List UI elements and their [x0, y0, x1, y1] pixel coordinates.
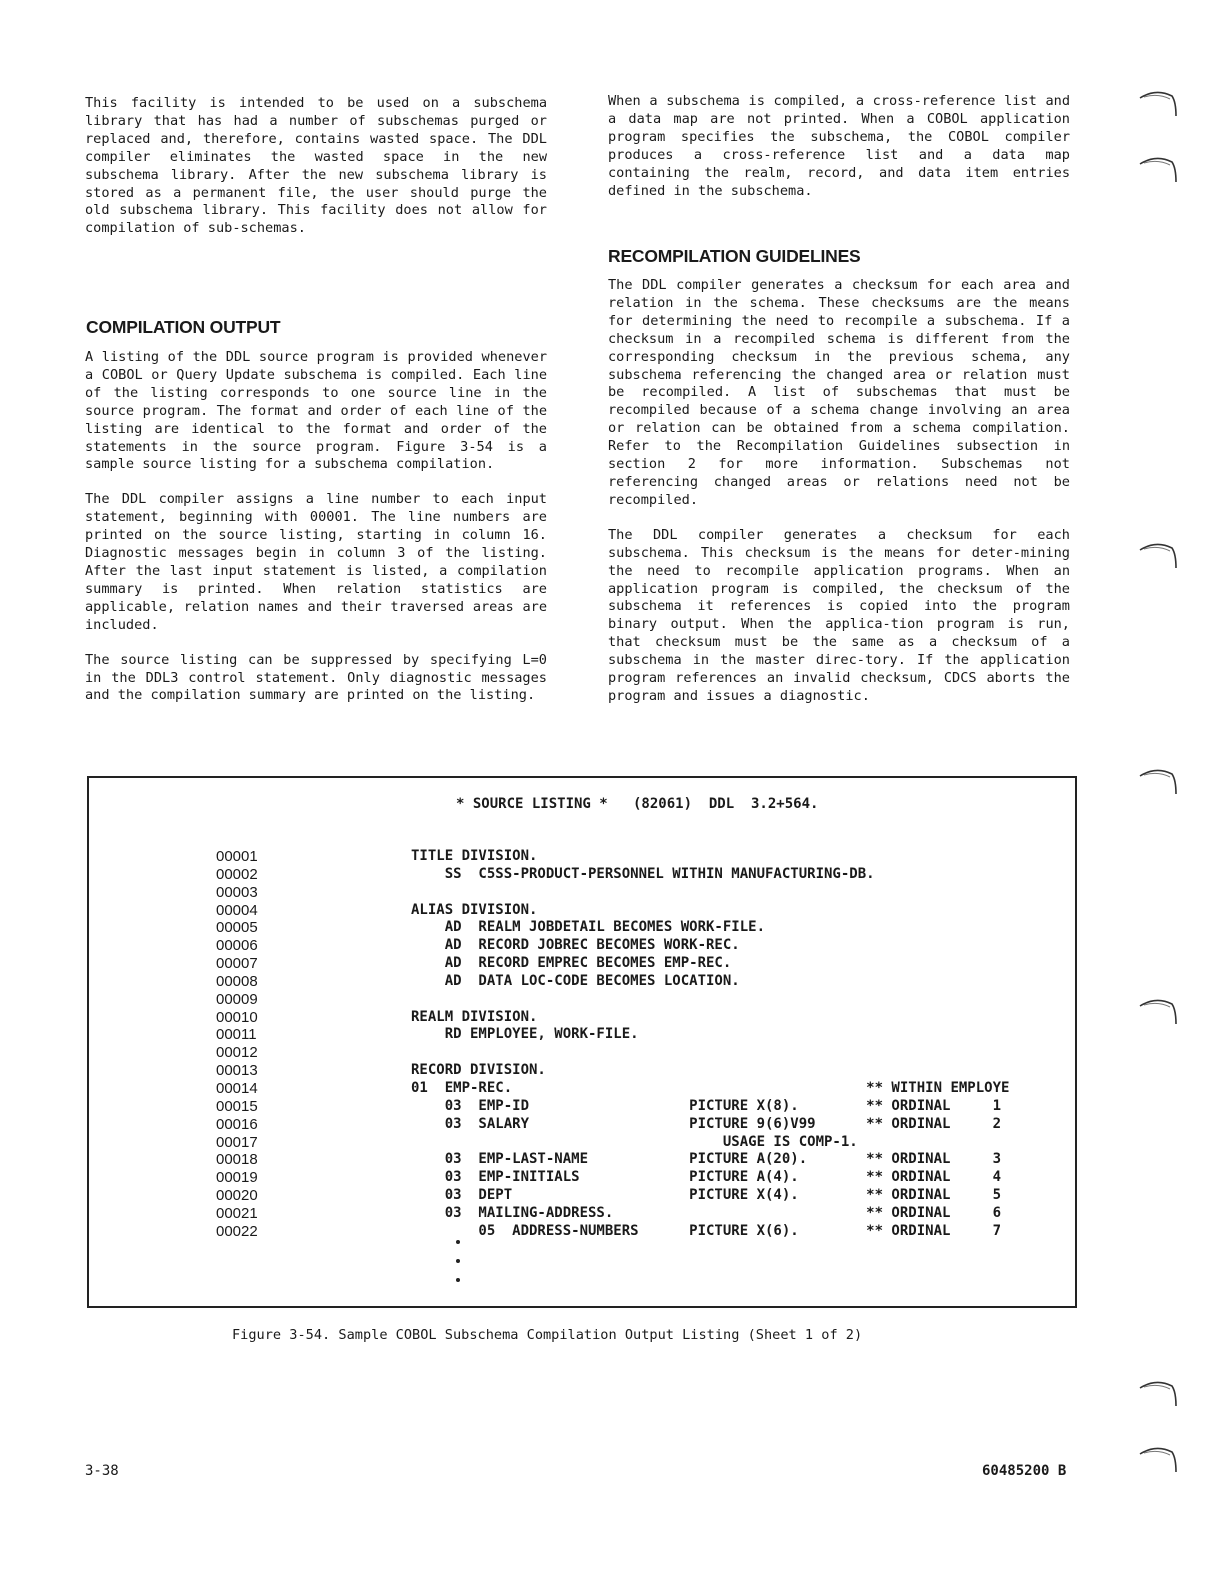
binder-hole-mark — [1138, 1444, 1178, 1476]
binder-hole-mark — [1138, 996, 1178, 1028]
recompilation-paragraph-2: The DDL compiler generates a checksum for each subschema. This checksum is the means for deter-mining the need to recompile application programs. When an application program is compiled, the checksum of the subschema it references is copied into the program binary output. When the applica-tion program is run, that checksum must be the same as a checksum of a subschema in the master direc-tory. If the application program references an invalid checksum, CDCS aborts the program and issues a diagnostic. — [608, 526, 1070, 704]
source-listing-title: * SOURCE LISTING * (82061) DDL 3.2+564. — [456, 796, 819, 812]
page-number: 3-38 — [85, 1463, 119, 1479]
binder-hole-mark — [1138, 154, 1178, 186]
compilation-output-heading: COMPILATION OUTPUT — [86, 317, 281, 337]
continuation-dot — [456, 1278, 460, 1282]
binder-hole-mark — [1138, 1378, 1178, 1410]
binder-hole-mark — [1138, 540, 1178, 572]
binder-hole-mark — [1138, 766, 1178, 798]
right-intro-paragraph: When a subschema is compiled, a cross-reference list and a data map are not printed. When a COBOL application program specifies the subschema, the COBOL compiler produces a cross-reference list and a data map containing the realm, record, and data item entries defined in the subschema. — [608, 93, 1070, 199]
compilation-output-section — [85, 349, 547, 722]
compilation-output-paragraph-1: A listing of the DDL source program is provided whenever a COBOL or Query Update subschema is compiled. Each line of the listing corresponds to one source line in the source program. The format and order of each line of the listing are identical to the format and order of the statements in the source program. Figure 3-54 is a sample source listing for a subschema compilation. — [85, 349, 547, 473]
compilation-output-paragraph-3: The source listing can be suppressed by specifying L=0 in the DDL3 control statement. Only diagnostic messages and the compilation summary are printed on the listing. — [85, 651, 547, 704]
compilation-output-paragraph-2: The DDL compiler assigns a line number to each input statement, beginning with 00001. The line numbers are printed on the source listing, starting in column 16. Diagnostic messages begin in column 3 of the listing. After the last input statement is listed, a compilation summary is printed. When relation statistics are applicable, relation names and their traversed areas are included. — [85, 491, 547, 633]
figure-caption: Figure 3-54. Sample COBOL Subschema Compilation Output Listing (Sheet 1 of 2) — [232, 1327, 863, 1343]
continuation-dots — [456, 1240, 460, 1297]
source-listing-figure — [87, 776, 1077, 1308]
source-line-numbers: 00001 00002 00003 00004 00005 00006 00007 00008 00009 00010 00011 00012 00013 00014 00015 00016 00017 00018 00019 00020 00021 00022 — [216, 848, 258, 1240]
right-column — [608, 93, 1070, 217]
continuation-dot — [456, 1259, 460, 1263]
left-intro-paragraph: This facility is intended to be used on a subschema library that has had a number of subschemas purged or replaced and, therefore, contains wasted space. The DDL compiler eliminates the wasted space in the new subschema library. After the new subschema library is stored as a permanent file, the user should purge the old subschema library. This facility does not allow for compilation of sub-schemas. — [85, 95, 547, 237]
left-column — [85, 95, 547, 255]
binder-hole-mark — [1138, 88, 1178, 120]
continuation-dot — [456, 1240, 460, 1244]
recompilation-paragraph-1: The DDL compiler generates a checksum for each area and relation in the schema. These checksums are the means for determining the need to recompile a subschema. If a checksum in a recompiled schema is different from the corresponding checksum in the previous schema, any subschema referencing the changed area or relation must be recompiled. A list of subschemas that must be recompiled because of a schema change involving an area or relation can be obtained from a schema compilation. Refer to the Recompilation Guidelines subsection in section 2 for more information. Subschemas not referencing changed areas or relations need not be recompiled. — [608, 277, 1070, 508]
document-number: 60485200 B — [982, 1463, 1067, 1479]
source-code-listing: TITLE DIVISION. SS C5SS-PRODUCT-PERSONNEL WITHIN MANUFACTURING-DB. ALIAS DIVISION. AD REALM JOBDETAIL BECOMES WORK-FILE. AD RECORD JOBREC BECOMES WORK-REC. AD RECORD EMPREC BECOMES EMP-REC. AD DATA LOC-CODE BECOMES LOCATION. REALM DIVISION. RD EMPLOYEE, WORK-FILE. RECORD DIVISION. 01 EMP-REC. ** WITHIN EMPLOYE 03 EMP-ID PICTURE X(8). ** ORDINAL 1 03 SALARY PICTURE 9(6)V99 ** ORDINAL 2 USAGE IS COMP-1. 03 EMP-LAST-NAME PICTURE A(20). ** ORDINAL 3 03 EMP-INITIALS PICTURE A(4). ** ORDINAL 4 03 DEPT PICTURE X(4). ** ORDINAL 5 03 MAILING-ADDRESS. ** ORDINAL 6 05 ADDRESS-NUMBERS PICTURE X(6). ** ORDINAL 7 — [411, 848, 1010, 1239]
recompilation-section — [608, 277, 1070, 723]
recompilation-guidelines-heading: RECOMPILATION GUIDELINES — [608, 246, 861, 266]
